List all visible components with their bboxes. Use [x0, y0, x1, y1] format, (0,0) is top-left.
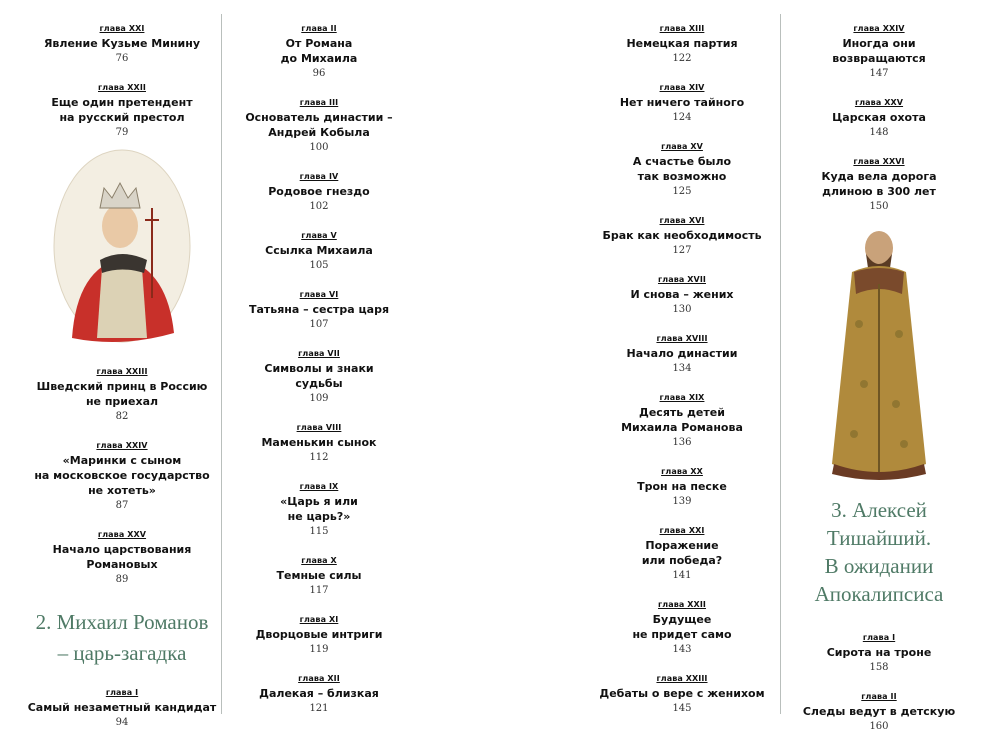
- chapter-label: глава I: [105, 688, 139, 697]
- toc-entry[interactable]: [265, 228, 373, 273]
- chapter-label: глава XX: [661, 467, 703, 476]
- chapter-title: Шведский принц в Россию не приехал: [36, 380, 208, 408]
- chapter-label: глава XXIV: [853, 24, 905, 33]
- chapter-title: Немецкая партия: [626, 37, 738, 50]
- page-number: 127: [672, 245, 692, 256]
- chapter-label: глава XXVI: [853, 157, 905, 166]
- chapter-title: Татьяна – сестра царя: [248, 303, 390, 316]
- chapter-title: Брак как необходимость: [602, 229, 762, 242]
- page-number: 158: [869, 662, 889, 673]
- chapter-title: Нет ничего тайного: [619, 96, 745, 109]
- page-number: 141: [672, 570, 692, 581]
- chapter-label: глава XVII: [657, 275, 706, 284]
- chapter-label: глава II: [301, 24, 337, 33]
- page-number: 134: [672, 363, 692, 374]
- toc-entry[interactable]: [280, 479, 358, 539]
- page-number: 145: [672, 703, 692, 714]
- chapter-label: глава XI: [299, 615, 339, 624]
- chapter-title: Царская охота: [832, 111, 926, 124]
- toc-entry[interactable]: [264, 346, 373, 406]
- page-number: 117: [309, 585, 329, 596]
- toc-entry[interactable]: [630, 272, 733, 317]
- chapter-label: глава XXV: [97, 530, 147, 539]
- chapter-title: И снова – жених: [630, 288, 734, 301]
- chapter-label: глава XIII: [659, 24, 705, 33]
- part-heading: 2. Михаил Романов – царь-загадка: [35, 610, 209, 665]
- chapter-title: Трон на песке: [637, 480, 727, 493]
- toc-entry[interactable]: [621, 390, 743, 450]
- chapter-title: Поражение или победа?: [641, 539, 723, 567]
- toc-entry[interactable]: [821, 154, 936, 214]
- page-number: 115: [309, 526, 329, 537]
- toc-entry[interactable]: [827, 630, 932, 675]
- page-number: 124: [672, 112, 692, 123]
- toc-entry[interactable]: [832, 21, 925, 81]
- chapter-label: глава XII: [298, 674, 340, 683]
- page-number: 79: [115, 127, 129, 138]
- toc-entry[interactable]: [37, 364, 208, 424]
- chapter-title: Следы ведут в детскую: [802, 705, 956, 718]
- page-number: 150: [869, 201, 889, 212]
- toc-column-1: [22, 21, 222, 744]
- page-number: 107: [309, 319, 329, 330]
- chapter-title: «Царь я или не царь?»: [280, 495, 358, 523]
- chapter-label: глава VII: [298, 349, 340, 358]
- chapter-title: Явление Кузьме Минину: [43, 37, 201, 50]
- toc-entry[interactable]: [281, 21, 358, 81]
- page-number: 122: [672, 53, 692, 64]
- chapter-label: глава II: [861, 692, 897, 701]
- chapter-title: А счастье было так возможно: [632, 155, 732, 183]
- chapter-label: глава XV: [661, 142, 703, 151]
- chapter-title: Сирота на троне: [826, 646, 932, 659]
- chapter-title: Темные силы: [276, 569, 362, 582]
- toc-column-3: [582, 21, 782, 730]
- page-number: 100: [309, 142, 329, 153]
- chapter-label: глава XXV: [854, 98, 904, 107]
- figure-aleksey-tishayshiy: [814, 228, 944, 492]
- toc-entry[interactable]: [53, 527, 192, 587]
- chapter-label: глава XXII: [98, 83, 146, 92]
- chapter-label: глава XVI: [659, 216, 705, 225]
- chapter-label: глава III: [299, 98, 339, 107]
- toc-entry[interactable]: [259, 671, 379, 716]
- part-heading: 3. Алексей Тишайший. В ожидании Апокалипсиса: [814, 498, 944, 606]
- portrait-mikhail-romanov: [52, 154, 192, 364]
- toc-entry[interactable]: [245, 95, 392, 155]
- chapter-title: Родовое гнездо: [268, 185, 370, 198]
- page-number: 139: [672, 496, 692, 507]
- page-number: 136: [672, 437, 692, 448]
- chapter-label: глава XXIV: [96, 441, 148, 450]
- chapter-label: глава IX: [299, 482, 339, 491]
- chapter-title: Иногда они возвращаются: [832, 37, 926, 65]
- toc-entry[interactable]: [602, 213, 761, 258]
- page-number: 148: [869, 127, 889, 138]
- toc-entry[interactable]: [627, 331, 738, 376]
- page-number: 125: [672, 186, 692, 197]
- page-number: 105: [309, 260, 329, 271]
- chapter-title: Начало царствования Романовых: [52, 543, 192, 571]
- toc-entry[interactable]: [832, 95, 926, 140]
- chapter-title: Ссылка Михаила: [265, 244, 373, 257]
- toc-entry[interactable]: [261, 420, 376, 465]
- page-number: 89: [115, 574, 129, 585]
- chapter-label: глава XXIII: [656, 674, 708, 683]
- chapter-label: глава X: [301, 556, 337, 565]
- chapter-title: От Романа до Михаила: [280, 37, 358, 65]
- toc-entry[interactable]: [34, 438, 209, 513]
- page-number: 96: [312, 68, 326, 79]
- chapter-title: Основатель династии – Андрей Кобыла: [245, 111, 393, 139]
- page-number: 109: [309, 393, 329, 404]
- toc-entry[interactable]: [642, 523, 722, 583]
- chapter-label: глава XXI: [99, 24, 145, 33]
- toc-entry[interactable]: [633, 139, 731, 199]
- chapter-title: Дворцовые интриги: [255, 628, 383, 641]
- page-number: 82: [115, 411, 129, 422]
- toc-column-2: [219, 21, 419, 730]
- chapter-label: глава XXI: [659, 526, 705, 535]
- page-number: 76: [115, 53, 129, 64]
- chapter-label: глава XXIII: [96, 367, 148, 376]
- chapter-title: Далекая – близкая: [259, 687, 379, 700]
- chapter-title: Будущее не придет само: [632, 613, 732, 641]
- chapter-label: глава VIII: [296, 423, 342, 432]
- toc-entry[interactable]: [626, 21, 737, 66]
- page-number: 160: [869, 721, 889, 732]
- toc-entry[interactable]: [268, 169, 370, 214]
- toc-entry[interactable]: [599, 671, 764, 716]
- chapter-title: Дебаты о вере с женихом: [599, 687, 765, 700]
- page-number: 94: [115, 717, 129, 728]
- toc-entry[interactable]: [637, 464, 727, 509]
- chapter-title: Маменькин сынок: [261, 436, 377, 449]
- toc-entry[interactable]: [28, 685, 217, 730]
- chapter-label: глава VI: [299, 290, 339, 299]
- chapter-label: глава XIV: [659, 83, 705, 92]
- toc-entry[interactable]: [51, 80, 192, 140]
- chapter-title: Символы и знаки судьбы: [264, 362, 374, 390]
- chapter-title: Куда вела дорога длиною в 300 лет: [821, 170, 937, 198]
- toc-entry[interactable]: [632, 597, 731, 657]
- page-number: 147: [869, 68, 889, 79]
- chapter-title: Начало династии: [626, 347, 738, 360]
- chapter-title: «Маринки с сыном на московское государство не хотеть»: [34, 454, 210, 497]
- page-number: 119: [309, 644, 329, 655]
- chapter-label: глава V: [301, 231, 337, 240]
- page-number: 130: [672, 304, 692, 315]
- toc-entry[interactable]: [44, 21, 200, 66]
- chapter-title: Самый незаметный кандидат: [27, 701, 217, 714]
- toc-entry[interactable]: [276, 553, 361, 598]
- chapter-title: Еще один претендент на русский престол: [51, 96, 193, 124]
- toc-entry[interactable]: [803, 689, 955, 734]
- page-number: 143: [672, 644, 692, 655]
- chapter-label: глава XIX: [659, 393, 705, 402]
- page-number: 102: [309, 201, 329, 212]
- page-number: 87: [115, 500, 129, 511]
- page-number: 112: [309, 452, 329, 463]
- toc-entry[interactable]: [256, 612, 383, 657]
- chapter-title: Десять детей Михаила Романова: [621, 406, 743, 434]
- chapter-label: глава XVIII: [656, 334, 708, 343]
- toc-entry[interactable]: [620, 80, 744, 125]
- toc-column-4: [779, 21, 979, 748]
- toc-entry[interactable]: [249, 287, 389, 332]
- chapter-label: глава XXII: [658, 600, 706, 609]
- chapter-label: глава I: [862, 633, 896, 642]
- chapter-label: глава IV: [299, 172, 339, 181]
- page-number: 121: [309, 703, 329, 714]
